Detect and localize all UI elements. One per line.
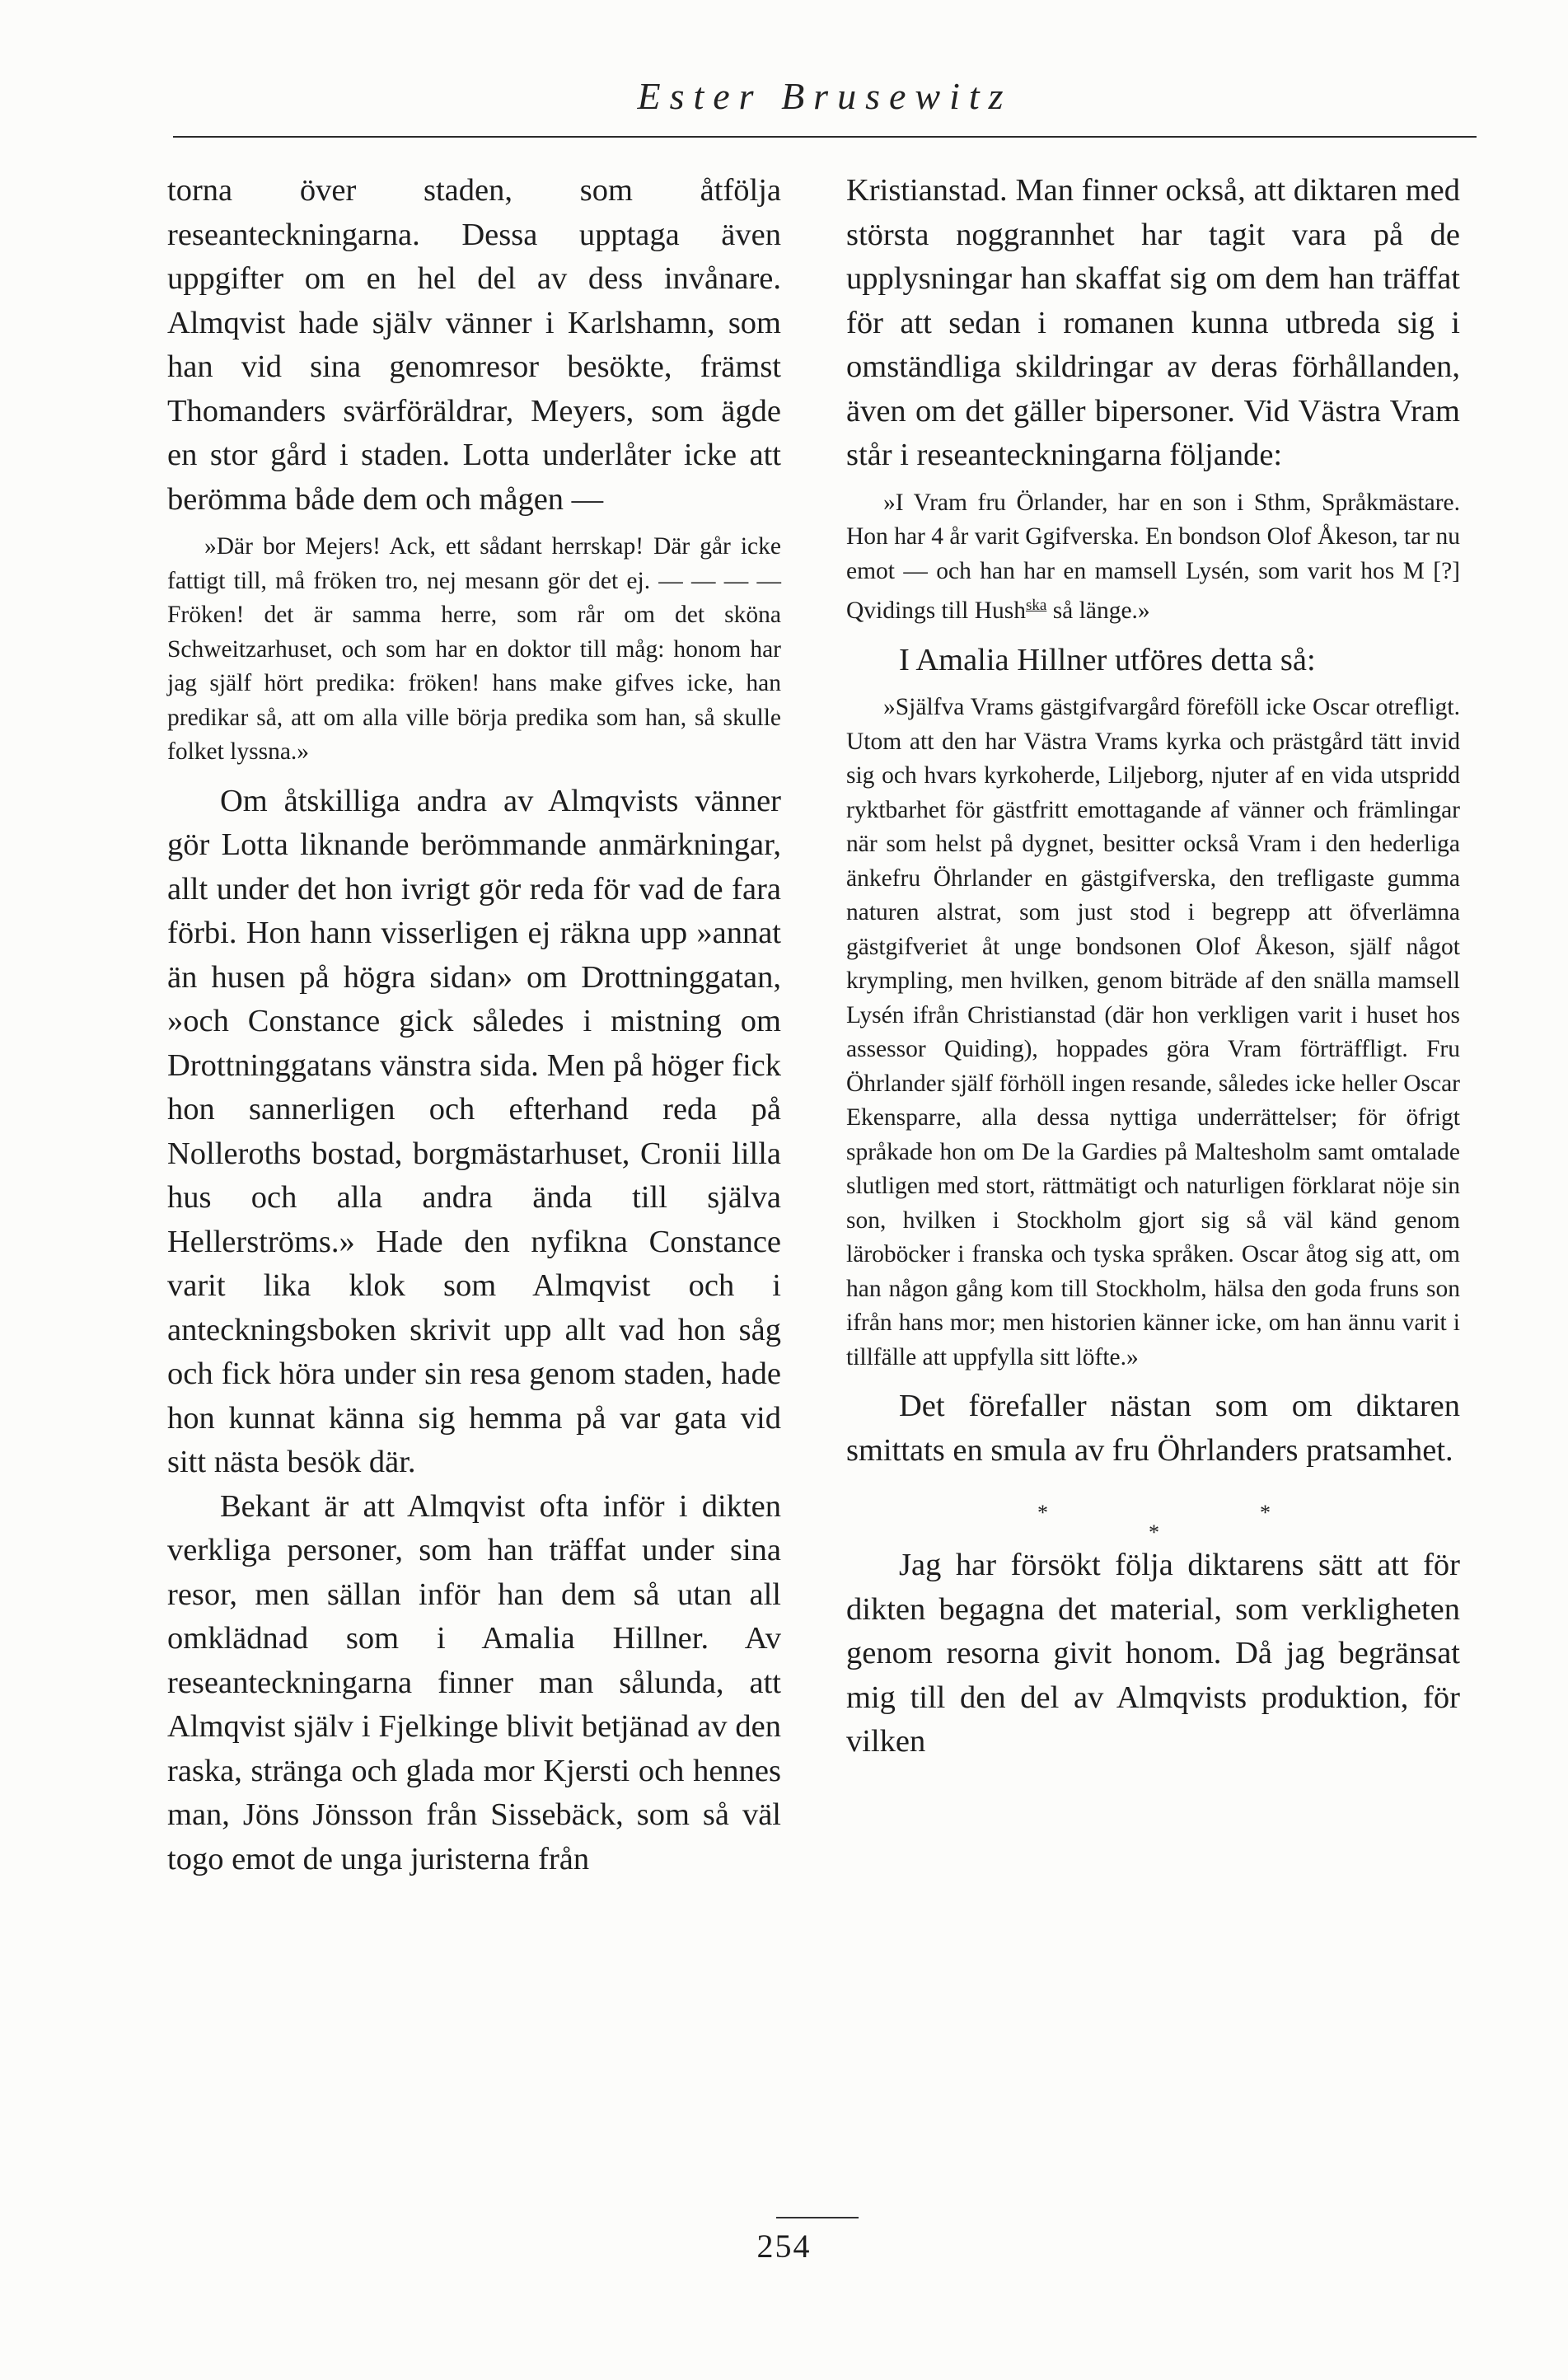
running-title: Ester Brusewitz [637,75,1013,117]
left-column [167,169,781,1881]
right-quote-2 [846,691,1460,1375]
page-number: 254 [756,2228,812,2265]
right-quote-2-text: »Själfva Vrams gästgifvargård föreföll icke Oscar otrefligt. Utom att den har Västra Vrams kyrka och prästgård tätt invid sig och hvars kyrkoherde, Liljeborg, njuter af en vida utspridd ryktbarhet för gästfritt emottagande af vänner och främlingar när som helst på dygnet, besitter också Vram i den hederliga änkefru Öhrlander en gästgifverska, den trefligaste gumma naturen alstrat, som just stod i begrepp att öfverlämna gästgifveriet åt unge bondsonen Olof Åkeson, själf något krympling, men hvilken, genom biträde af den snälla mamsell Lysén ifrån Christianstad (där hon verkligen varit i huset hos assessor Quiding), hoppades göra Vram förträffligt. Fru Öhrlander själf förhöll ingen resande, således icke heller Oscar Ekensparre, alla dessa nyttiga underrättelser; för öfrigt språkade hon om De la Gardies på Maltesholm samt omtalade slutligen med stort, rättmätigt och naturligen förklarat nöje sin son, hvilken i Stockholm gjort sig så väl känd genom läroböcker i franska och tyska språken. Oscar åtog sig att, om han någon gång kom till Stockholm, hälsa den goda fruns son ifrån hans mor; men historien känner icke, om han ännu varit i tillfälle att uppfylla sitt löfte.» [846,694,1460,1370]
right-quote-1-part-b: så länge.» [1046,597,1150,624]
left-paragraph-2: Om åtskilliga andra av Almqvists vänner gör Lotta liknande berömmande anmärkningar, allt under det hon ivrigt gör reda för vad de fara förbi. Hon hann visserligen ej räkna upp »annat än husen på högra sidan» om Drottninggatan, »och Constance gick således i mistning om Drottninggatans vänstra sida. Men på höger fick hon sannerligen och efterhand reda på Nolleroths bostad, borgmästarhuset, Cronii lilla hus och alla andra ända till själva Hellerströms.» Hade den nyfikna Constance varit lika klok som Almqvist och i anteckningsboken skrivit upp allt vad hon såg och fick höra under sin resa genom staden, hade hon kunnat känna sig hemma på var gata vid sitt nästa besök där. [167,783,781,1479]
left-quote-text: »Där bor Mejers! Ack, ett sådant herrskap! Där går icke fattigt till, må fröken tro, nej mesann gör det ej. — — — — Fröken! det är samma herre, som rår om det sköna Schweitzarhuset, och som har en doktor till måg: honom har jag själf hört predika: fröken! hans make gifves icke, han predikar så, att om alla ville börja predika som han, så skulle folket lyssna.» [167,533,781,765]
left-quote [167,530,781,770]
right-column [846,169,1460,1764]
superscript-abbrev: ska [1026,597,1047,614]
right-quote-1 [846,486,1460,629]
left-paragraph-3: Bekant är att Almqvist ofta inför i dikten verkliga personer, som han träffat under sina resor, men sällan inför han dem så utan all omklädnad som i Amalia Hillner. Av reseanteckningarna finner man sålunda, att Almqvist själv i Fjelkinge blivit betjänad av den raska, stränga och glada mor Kjersti och hennes man, Jöns Jönsson från Sissebäck, som så väl togo emot de unga juristerna från [167,1488,781,1876]
header-rule [173,136,1477,138]
right-paragraph-3: Det förefaller nästan som om diktaren smittats en smula av fru Öhrlanders pratsamhet. [846,1389,1460,1468]
right-paragraph-2: I Amalia Hillner utföres detta så: [899,642,1316,677]
right-quote-1-part-a: »I Vram fru Örlander, har en son i Sthm, Språkmästare. Hon har 4 år varit Ggifverska. En bondson Olof Åkeson, tar nu emot — och han har en mamsell Lysén, som varit hos M [?] Qvidings till Hush [846,489,1460,624]
section-break [846,1481,1460,1544]
section-star-3: * [1260,1501,1271,1525]
left-paragraph-1: torna över staden, som åtfölja reseanteckningarna. Dessa upptaga även uppgifter om en hel del av dess invånare. Almqvist hade själv vänner i Karlshamn, som han vid sina genomresor besökte, främst Thomanders svärföräldrar, Meyers, som ägde en stor gård i staden. Lotta underlåter icke att berömma både dem och mågen — [167,173,781,517]
folio-rule [776,2217,859,2218]
section-star-2: * [1149,1520,1159,1544]
right-paragraph-1: Kristianstad. Man finner också, att diktaren med största noggrannhet har tagit vara på de upplysningar han skaffat sig om dem han träffat för att sedan i romanen kunna utbreda sig i omständliga skildringar av deras förhållanden, även om det gäller bipersoner. Vid Västra Vram står i reseanteckningarna följande: [846,173,1460,472]
section-star-1: * [1037,1501,1048,1525]
right-paragraph-4: Jag har försökt följa diktarens sätt att för dikten begagna det material, som verkligheten genom resorna givit honom. Då jag begränsat mig till den del av Almqvists produktion, för vilken [846,1548,1460,1759]
right-quote-1-text [846,486,1460,629]
